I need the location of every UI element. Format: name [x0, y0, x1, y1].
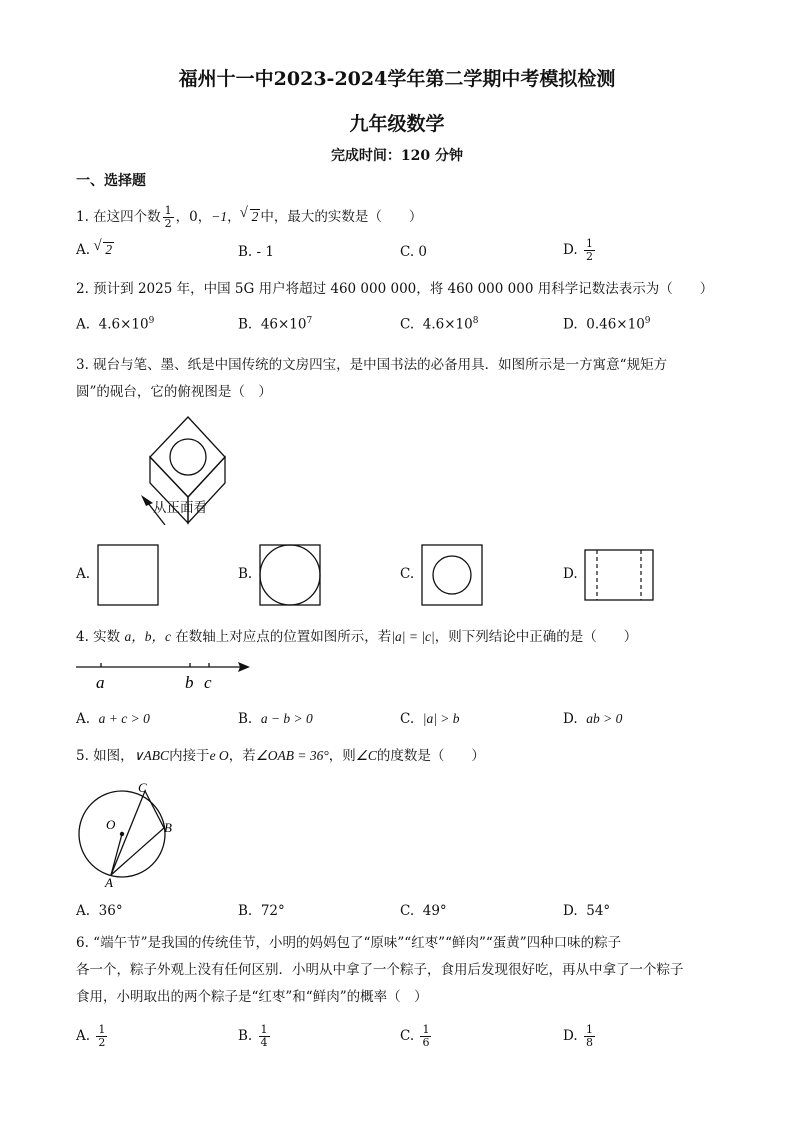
q2-option-c[interactable]: C. $4.6\times 10^8$ — [400, 316, 479, 333]
number-line — [70, 655, 260, 695]
q3-option-a[interactable]: A. — [76, 566, 91, 582]
q3-option-b[interactable]: B. — [238, 566, 253, 582]
question-2: 2. 预计到 2025 年，中国 5G 用户将超过 460 000 000，将 460 000 000 用科学记数法表示为（ ） — [76, 281, 714, 297]
q1-option-b[interactable]: B. - 1 — [238, 244, 274, 260]
circle-figure — [70, 776, 190, 891]
segment-oa — [111, 834, 122, 875]
label-a: A — [105, 875, 113, 890]
q3-option-c-figure — [421, 544, 483, 606]
label-c: C — [138, 780, 147, 795]
point-b-label: b — [185, 673, 194, 692]
q4-option-d[interactable]: D. ab > 0 — [563, 711, 623, 727]
q1-option-d[interactable]: D. $\frac{1}{2}$ — [563, 237, 593, 263]
question-1: 1. 在这四个数 $\frac{1}{2}$ ，0，−1，√ 2 中，最大的实数是（ ） — [76, 205, 422, 230]
q1-option-c[interactable]: C. 0 — [400, 244, 428, 260]
label-o: O — [106, 817, 116, 832]
q3-option-a-figure — [97, 544, 159, 606]
q2-option-d[interactable]: D. $0.46\times 10^9$ — [563, 316, 651, 333]
exam-time: 完成时间：120 分钟 — [330, 148, 464, 164]
sqrt-two: √ 2 — [250, 209, 261, 224]
section-heading: 一、选择题 — [76, 173, 146, 189]
exam-title: 福州十一中2023-2024学年第二学期中考模拟检测 — [178, 68, 616, 90]
question-6: 6. “端午节”是我国的传统佳节，小明的妈妈包了“原味”“红枣”“鲜肉”“蛋黄”四种口味的粽子 各一个，粽子外观上没有任何区别．小明从中拿了一个粽子，食用后发现很好吃，再从中拿了一个粽子 食用，小明取出的两个粽子是“红枣”和“鲜肉”的概率（ ） — [76, 935, 684, 1005]
q5-option-c[interactable]: C. 49° — [400, 903, 447, 919]
center-o — [120, 832, 124, 836]
q2-option-b[interactable]: B. $46\times 10^7$ — [238, 316, 313, 333]
q3-option-b-figure — [259, 544, 321, 606]
q5-option-a[interactable]: A. 36° — [76, 903, 123, 919]
point-c-label: c — [204, 673, 212, 692]
question-4: 4. 实数 a，b，c 在数轴上对应点的位置如图所示，若|a| = |c|，则下列结论中正确的是（ ） — [76, 629, 638, 645]
view-label: 从正面看 — [153, 500, 207, 516]
q1-option-a[interactable]: A. √ 2 — [76, 242, 114, 258]
triangle-abc — [111, 791, 164, 875]
fraction-half: $\frac{1}{2}$ — [164, 204, 172, 230]
inkstone-circle — [170, 439, 206, 475]
q6-option-a[interactable]: A. $\frac{1}{2}$ — [76, 1023, 106, 1049]
q5-option-b[interactable]: B. 72° — [238, 903, 285, 919]
q4-option-c[interactable]: C. |a| > b — [400, 711, 460, 727]
question-5: 5. 如图，∨ABC内接于e O，若∠OAB = 36°，则∠C的度数是（ ） — [76, 748, 485, 764]
q5-option-d[interactable]: D. 54° — [563, 903, 611, 919]
inkstone-top-face — [150, 417, 225, 497]
exam-subtitle: 九年级数学 — [349, 113, 445, 135]
q3-option-c[interactable]: C. — [400, 566, 415, 582]
q3-option-d[interactable]: D. — [563, 566, 578, 582]
q6-option-c[interactable]: C. $\frac{1}{6}$ — [400, 1023, 430, 1049]
q4-option-a[interactable]: A. a + c > 0 — [76, 711, 150, 727]
q6-option-b[interactable]: B. $\frac{1}{4}$ — [238, 1023, 268, 1049]
label-b: B — [164, 820, 172, 835]
q2-option-a[interactable]: A. $4.6\times 10^9$ — [76, 316, 155, 333]
q3-option-d-figure — [584, 549, 654, 601]
question-3: 3. 砚台与笔、墨、纸是中国传统的文房四宝，是中国书法的必备用具．如图所示是一方寓意“规矩方 圆”的砚台，它的俯视图是（ ） — [76, 357, 668, 400]
point-a-label: a — [96, 673, 105, 692]
view-arrow-head — [141, 495, 153, 506]
q4-option-b[interactable]: B. a − b > 0 — [238, 711, 313, 727]
q6-option-d[interactable]: D. $\frac{1}{8}$ — [563, 1023, 593, 1049]
